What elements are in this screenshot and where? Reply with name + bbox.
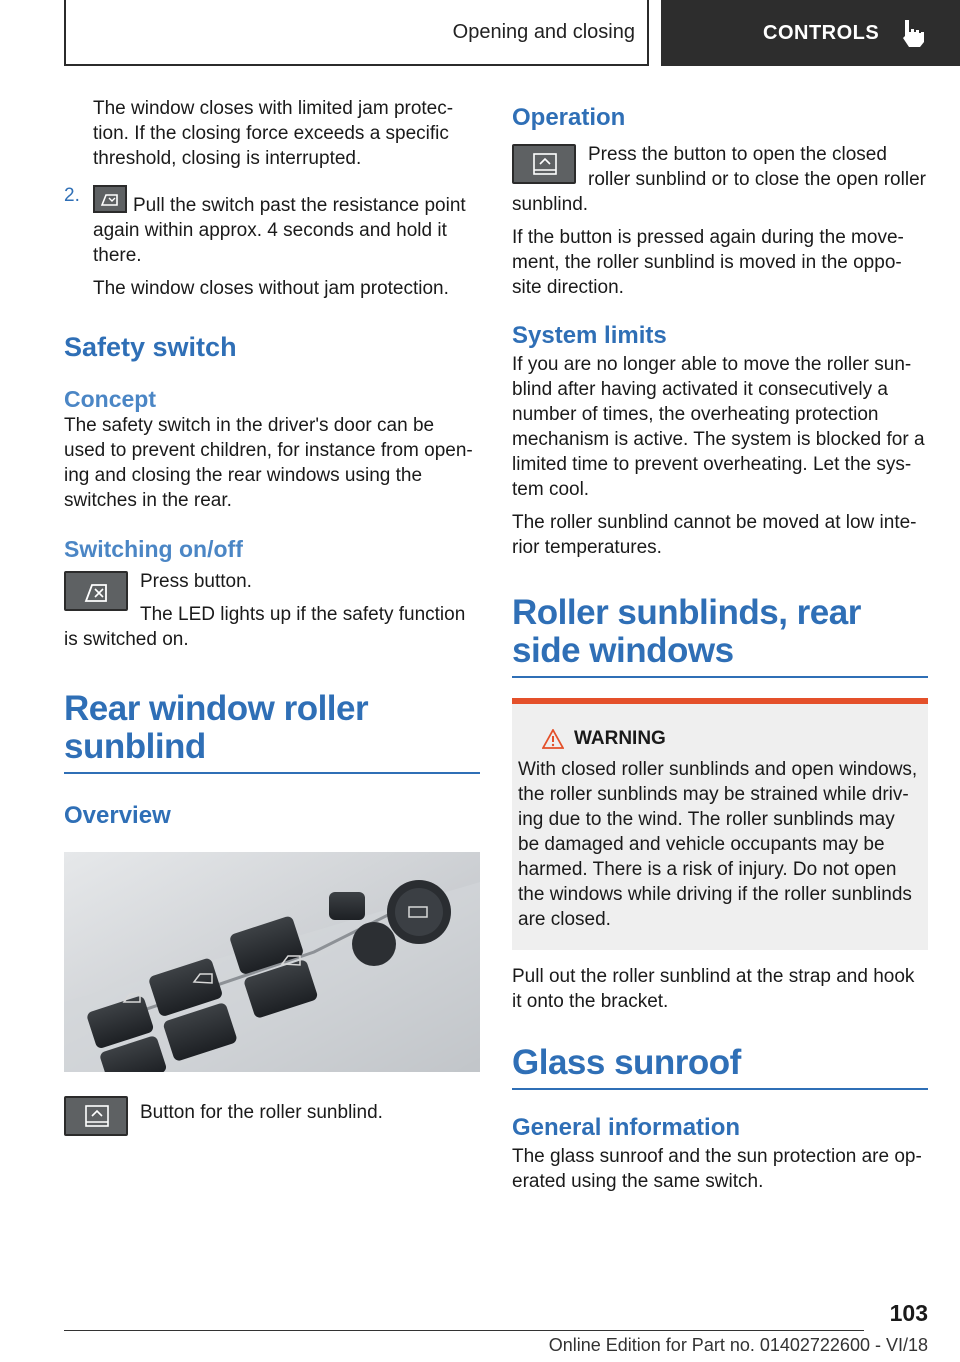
chapter-tab	[661, 0, 960, 66]
heading-overview: Overview	[64, 802, 171, 829]
press-again-text: If the button is pressed again during the move‐ment, the roller sunblind is moved in the oppo‐site direction.	[512, 227, 904, 298]
led-text: The LED lights up if the safety function is switched on.	[64, 604, 466, 650]
heading-rear-window-sunblind: Rear window roller sunblind	[64, 690, 480, 774]
operation-text: Press the button to open the closed roller sunblind or to close the open roller sunblind.	[512, 144, 926, 215]
low-temp-text: The roller sunblind cannot be moved at low inte‐rior temperatures.	[512, 512, 917, 558]
heading-rear-side-sunblinds: Roller sunblinds, rear side windows	[512, 594, 928, 678]
heading-general-information: General information	[512, 1114, 741, 1141]
chapter-title: CONTROLS	[763, 21, 880, 44]
roller-sunblind-button-icon	[512, 144, 576, 184]
edition-text: Online Edition for Part no. 01402722600 - VI/18	[548, 1335, 928, 1355]
press-button-text: Press button.	[140, 571, 252, 592]
warning-box	[512, 698, 928, 950]
safety-switch-icon	[64, 571, 128, 611]
heading-glass-sunroof: Glass sunroof	[512, 1044, 928, 1090]
heading-concept: Concept	[64, 386, 156, 412]
step-2-subtext: The window closes without jam protection.	[93, 278, 449, 299]
heading-safety-switch: Safety switch	[64, 332, 237, 362]
right-column	[512, 96, 928, 1202]
step-2	[64, 185, 480, 301]
roller-button-block	[64, 1094, 480, 1125]
operation-block	[512, 142, 928, 217]
roller-sunblind-icon	[64, 1096, 128, 1136]
warning-text: With closed roller sunblinds and open windows, the roller sunblinds may be strained while driv‐ing due to the wind. The roller sunblinds may be damaged and vehicle occupants may be harmed. There is a risk of injury. Do not open the windows while driving if the roller sunblinds are closed.	[518, 759, 918, 930]
section-title: Opening and closing	[64, 0, 649, 66]
hand-pointer-icon	[899, 18, 927, 48]
pull-out-text: Pull out the roller sunblind at the strap and hook it onto the bracket.	[512, 966, 915, 1012]
concept-text: The safety switch in the driver's door can be used to prevent children, for instance from open‐ing and closing the rear windows using the switches in the rear.	[64, 415, 473, 511]
heading-switching: Switching on/off	[64, 536, 243, 562]
warning-triangle-icon	[542, 729, 564, 749]
heading-operation: Operation	[512, 104, 626, 131]
roller-button-text: Button for the roller sunblind.	[140, 1102, 383, 1123]
jam-protection-text: The window closes with limited jam protec‐tion. If the closing force exceeds a specific threshold, closing is interrupted.	[93, 98, 454, 169]
door-switch-photo	[64, 852, 480, 1072]
page-header	[64, 0, 960, 66]
warning-title: WARNING	[518, 726, 920, 751]
step-2-text: Pull the switch past the resistance point again within approx. 4 seconds and hold it there.	[93, 185, 480, 268]
safety-button-block	[64, 569, 480, 652]
heading-system-limits: System limits	[512, 322, 667, 349]
left-column	[64, 96, 480, 1136]
limits-text: If you are no longer able to move the roller sun‐blind after having activated it consecutively a number of times, the overheating protection mechanism is active. The system is blocked for a limited time to prevent overheating. Let the sys‐tem cool.	[512, 354, 925, 500]
footer-rule	[64, 1330, 864, 1331]
step-number: 2.	[64, 185, 80, 206]
window-switch-icon	[93, 185, 127, 213]
page-number: 103	[889, 1300, 928, 1326]
general-text: The glass sunroof and the sun protection are op‐erated using the same switch.	[512, 1146, 922, 1192]
